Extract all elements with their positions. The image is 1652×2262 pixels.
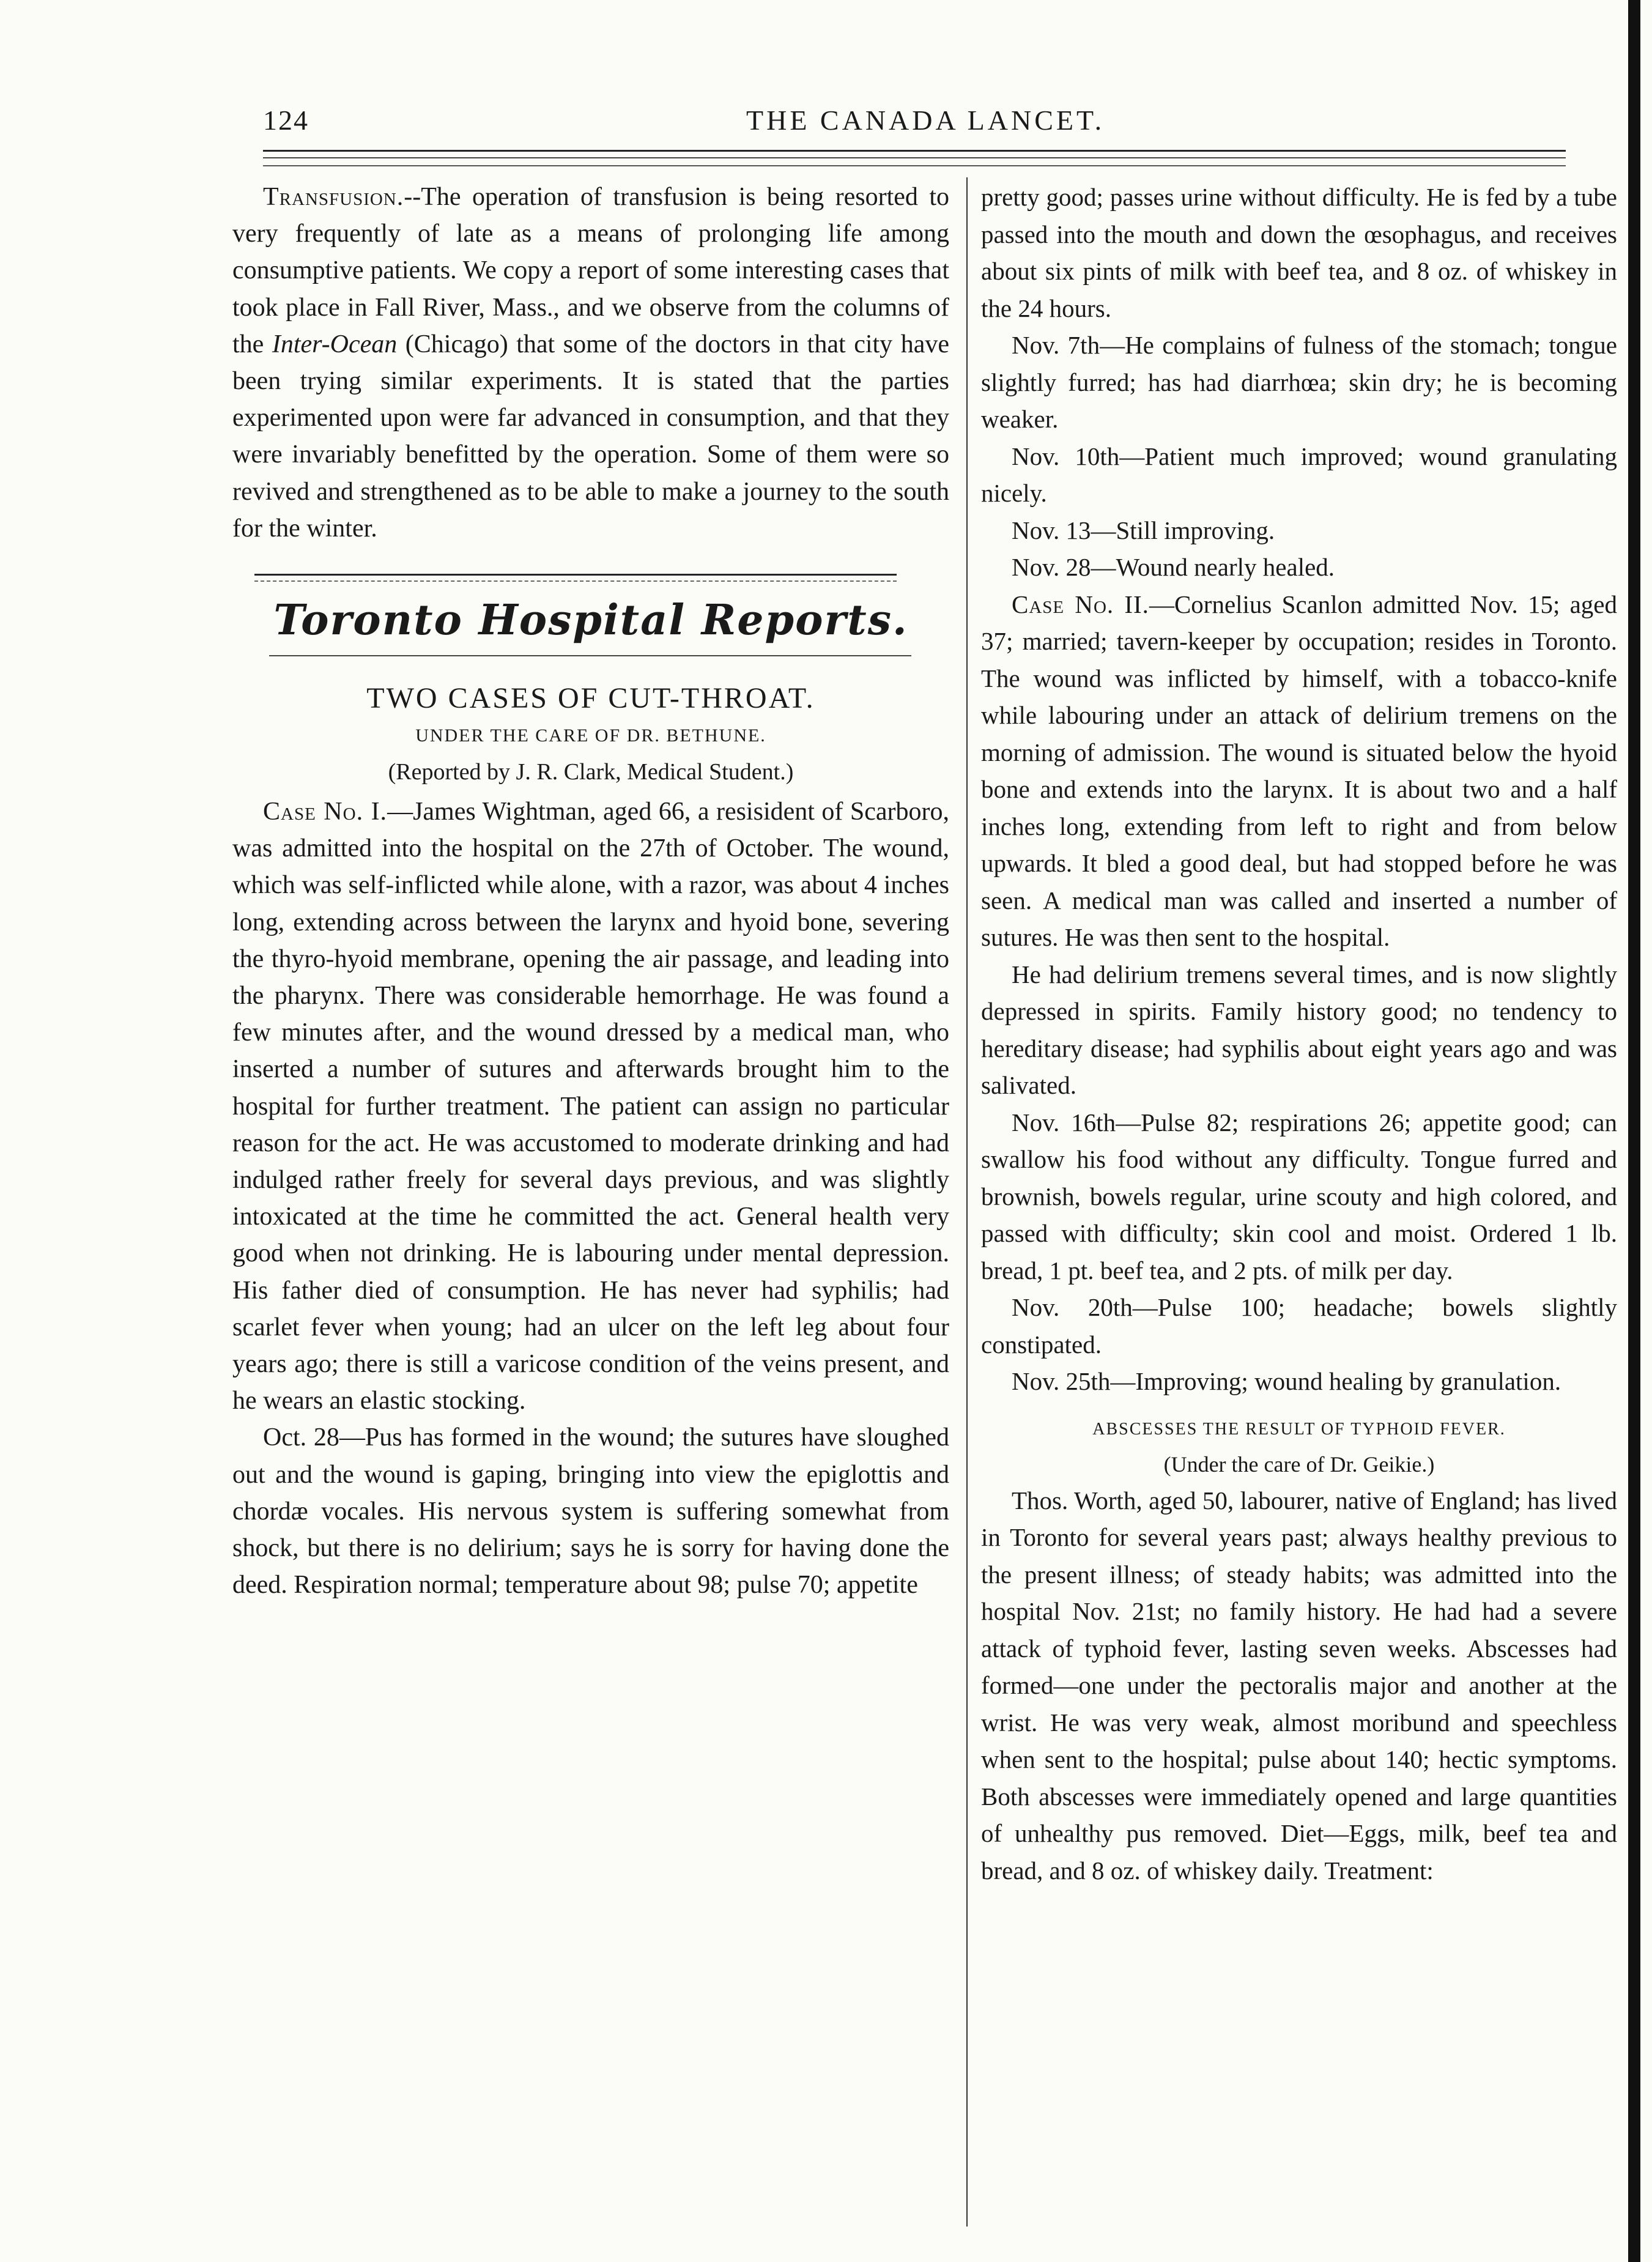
right-column (981, 179, 1617, 1889)
oct28-paragraph: Oct. 28—Pus has formed in the wound; the sutures have sloughed out and the wound is gaping, bringing into view the epiglottis and chordæ vocales. His nervous system is suffering somewhat from shock, but there is no delirium; says he is sorry for having done the deed. Respiration normal; temperature about 98; pulse 70; appetite (232, 1423, 949, 1600)
nov10-paragraph: Nov. 10th—Patient much improved; wound granulating nicely. (981, 442, 1617, 507)
header-rule (263, 157, 1566, 158)
column-divider (966, 177, 968, 2227)
transfusion-paragraph (232, 179, 949, 547)
transfusion-text-a: --The operation of transfusion is being resorted to very frequently of late as a means of prolonging life among consumptive patients. We copy a report of some interesting cases that took place in Fall River, Mass., and we observe from the columns of the (232, 183, 949, 358)
abscess-title: ABSCESSES THE RESULT OF TYPHOID FEVER. (1092, 1419, 1506, 1439)
case-one-lead: Case No. I. (263, 798, 388, 826)
history-paragraph: He had delirium tremens several times, and is now slightly depressed in spirits. Family history good; no tendency to hereditary disease; had syphilis about eight years ago and was salivated. (981, 960, 1617, 1099)
case-two-text: —Cornelius Scanlon admitted Nov. 15; aged 37; married; tavern-keeper by occupation; resides in Toronto. The wound was inflicted by himself, with a tobacco-knife while labouring under an attack of delirium tremens on the morning of admission. The wound is situated below the hyoid bone and extends into the larynx. It is about two and a half inches long, extending from left to right and from below upwards. It bled a good deal, but had stopped before he was seen. A medical man was called and inserted a number of sutures. He was then sent to the hospital. (981, 590, 1617, 951)
running-title: THE CANADA LANCET. (746, 105, 1105, 136)
left-column (232, 179, 949, 1604)
running-header (263, 104, 1596, 147)
section-title: Toronto Hospital Reports. (273, 596, 908, 645)
case-two-lead: Case No. II. (1012, 590, 1149, 618)
transfusion-text-b: (Chicago) that some of the doctors in that city have been trying similar experiments. It is stated that the parties experimented upon were far advanced in consumption, and that they were invariably benefitted by the operation. Some of them were so revived and strengthened as to be able to make a journey to the south for the winter. (232, 330, 949, 543)
section-rule (254, 574, 897, 576)
header-rule (263, 165, 1566, 166)
nov25-paragraph: Nov. 25th—Improving; wound healing by granulation. (1012, 1367, 1561, 1395)
article-subtitle: UNDER THE CARE OF DR. BETHUNE. (415, 725, 766, 746)
continued-paragraph: pretty good; passes urine without difficulty. He is fed by a tube passed into the mouth and down the œsophagus, and receives about six pints of milk with beef tea, and 8 oz. of whiskey in the 24 hours. (981, 183, 1617, 322)
section-rule (269, 655, 911, 656)
article-reporter: (Reported by J. R. Clark, Medical Student.) (388, 759, 794, 785)
abscess-paragraph: Thos. Worth, aged 50, labourer, native of England; has lived in Toronto for several years past; always healthy previous to the present illness; of steady habits; was admitted into the hospital Nov. 21st; no family history. He had had a severe attack of typhoid fever, lasting seven weeks. Abscesses had formed—one under the pectoralis major and another at the wrist. He was very weak, almost moribund and speechless when sent to the hospital; pulse about 140; hectic symptoms. Both abscesses were immediately opened and large quantities of unhealthy pus removed. Diet—Eggs, milk, beef tea and bread, and 8 oz. of whiskey daily. Treatment: (981, 1486, 1617, 1885)
source-name: Inter-Ocean (272, 330, 398, 358)
nov7-paragraph: Nov. 7th—He complains of fulness of the stomach; tongue slightly furred; has had diarrhœa; skin dry; he is becoming weaker. (981, 331, 1617, 433)
nov28-paragraph: Nov. 28—Wound nearly healed. (1012, 553, 1335, 581)
article-title: TWO CASES OF CUT-THROAT. (366, 682, 815, 715)
nov20-paragraph: Nov. 20th—Pulse 100; headache; bowels slightly constipated. (981, 1293, 1617, 1359)
case-one-text: —James Wightman, aged 66, a resisident of Scarboro, was admitted into the hospital on the 27th of October. The wound, which was self-inflicted while alone, with a razor, was about 4 inches long, extending across between the larynx and hyoid bone, severing the thyro-hyoid membrane, opening the air passage, and leading into the pharynx. There was considerable hemorrhage. He was found a few minutes after, and the wound dressed by a medical man, who inserted a number of sutures and afterwards brought him to the hospital for further treatment. The patient can assign no particular reason for the act. He was accustomed to moderate drinking and had indulged rather freely for several days previous, and was slightly intoxicated at the time he committed the act. General health very good when not drinking. He is labouring under mental depression. His father died of consumption. He has never had syphilis; had scarlet fever when young; had an ulcer on the left leg about four years ago; there is still a varicose condition of the veins present, and he wears an elastic stocking. (232, 798, 950, 1415)
page-number: 124 (263, 105, 309, 136)
transfusion-lead: Transfusion. (263, 183, 404, 211)
abscess-care: (Under the care of Dr. Geikie.) (1163, 1452, 1435, 1477)
section-rule (254, 580, 897, 582)
nov13-paragraph: Nov. 13—Still improving. (1012, 516, 1275, 544)
case-two-paragraph (981, 586, 1617, 956)
case-one-paragraph (232, 793, 949, 1419)
scan-edge-bar (1628, 0, 1640, 2262)
header-rule (263, 150, 1566, 152)
nov16-paragraph: Nov. 16th—Pulse 82; respirations 26; appetite good; can swallow his food without any difficulty. Tongue furred and brownish, bowels regular, urine scouty and high colored, and passed with difficulty; skin cool and moist. Ordered 1 lb. bread, 1 pt. beef tea, and 2 pts. of milk per day. (981, 1108, 1617, 1285)
